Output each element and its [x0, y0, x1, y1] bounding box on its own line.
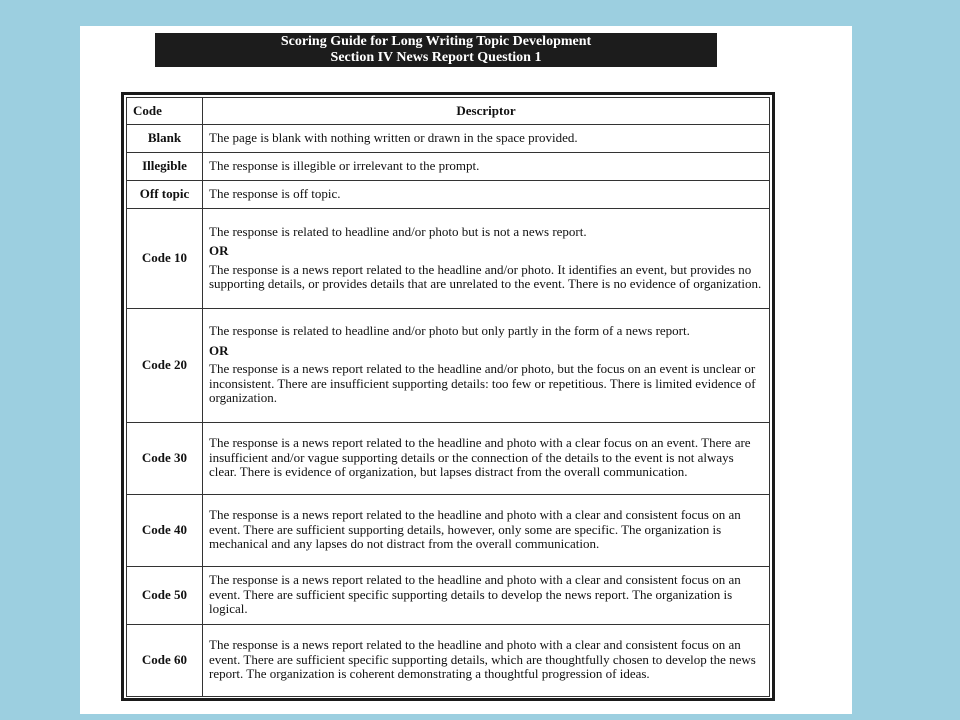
- descriptor-text: The response is a news report related to the headline and/or photo, but the focus on an event is unclear or inconsistent. There are insufficient supporting details: too few or repetitious. There is limited evidence of organization.: [209, 361, 756, 406]
- scoring-table: [126, 97, 770, 697]
- row-code: Code 10: [127, 209, 203, 309]
- row-code: Code 50: [127, 567, 203, 625]
- descriptor-text: The page is blank with nothing written or drawn in the space provided.: [209, 129, 578, 145]
- descriptor-text: The response is off topic.: [209, 185, 341, 201]
- descriptor-text: The response is illegible or irrelevant to the prompt.: [209, 157, 480, 173]
- table-row: [127, 423, 770, 495]
- row-descriptor: [203, 309, 770, 423]
- descriptor-text: The response is a news report related to the headline and photo with a clear and consistent focus on an event. There are sufficient specific supporting details to develop the news report. The organization is logical.: [209, 572, 741, 617]
- descriptor-text: The response is related to headline and/or photo but is not a news report.: [209, 223, 587, 239]
- header-code: Code: [127, 98, 203, 125]
- table-row: [127, 495, 770, 567]
- title-line-1: Scoring Guide for Long Writing Topic Development: [280, 34, 592, 49]
- row-descriptor: [203, 125, 770, 153]
- descriptor-text: The response is related to headline and/or photo but only partly in the form of a news report.: [209, 323, 690, 339]
- table-row: [127, 625, 770, 697]
- table-row: [127, 125, 770, 153]
- descriptor-text: The response is a news report related to the headline and photo with a clear and consistent focus on an event. There are sufficient specific supporting details, which are thoughtfully chosen to develop the news report. The organization is coherent demonstrating a thoughtful progression of ideas.: [209, 637, 756, 682]
- header-descriptor: Descriptor: [203, 98, 770, 125]
- row-code: Blank: [127, 125, 203, 153]
- descriptor-text: The response is a news report related to the headline and photo with a clear and consistent focus on an event. There are sufficient supporting details, however, only some are specific. The organization is mechanical and any lapses do not distract from the overall communication.: [209, 507, 741, 552]
- table-row: [127, 153, 770, 181]
- table-row: [127, 309, 770, 423]
- table-row: [127, 567, 770, 625]
- descriptor-text: The response is a news report related to the headline and/or photo. It identifies an event, but provides no supporting details, or provides details that are unrelated to the event. There is no evidence of organization.: [209, 261, 762, 291]
- row-descriptor: [203, 495, 770, 567]
- row-descriptor: [203, 181, 770, 209]
- row-descriptor: [203, 625, 770, 697]
- descriptor-text: The response is a news report related to the headline and photo with a clear focus on an event. There are insufficient and/or vague supporting details or the connection of the details to the event is not always clear. There is evidence of organization, but lapses distract from the overall communication.: [209, 435, 751, 480]
- header-row: [127, 98, 770, 125]
- row-code: Off topic: [127, 181, 203, 209]
- table-row: [127, 181, 770, 209]
- row-descriptor: [203, 153, 770, 181]
- row-code: Code 60: [127, 625, 203, 697]
- row-code: Illegible: [127, 153, 203, 181]
- or-separator: OR: [209, 342, 229, 358]
- title-line-2: Section IV News Report Question 1: [330, 50, 542, 65]
- row-code: Code 40: [127, 495, 203, 567]
- row-code: Code 20: [127, 309, 203, 423]
- document-title: [155, 33, 717, 67]
- or-separator: OR: [209, 243, 229, 258]
- row-descriptor: [203, 209, 770, 309]
- document-page: [80, 26, 852, 714]
- row-descriptor: [203, 567, 770, 625]
- table-row: [127, 209, 770, 309]
- row-code: Code 30: [127, 423, 203, 495]
- row-descriptor: [203, 423, 770, 495]
- rubric-frame: [121, 92, 775, 701]
